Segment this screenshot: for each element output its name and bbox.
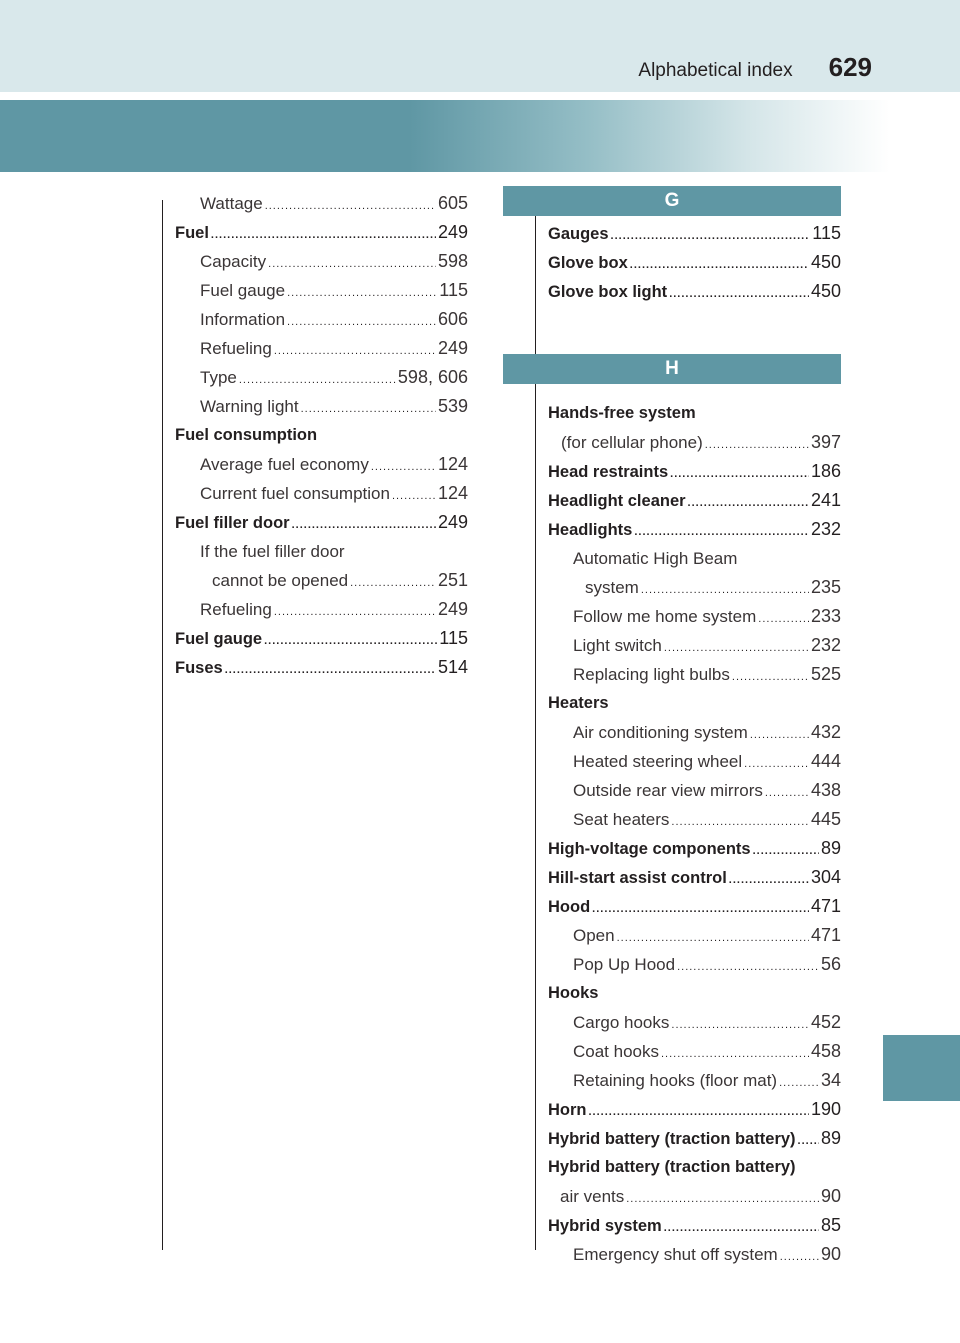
dot-leader: [611, 222, 811, 251]
entry-page-number: 115: [439, 280, 468, 300]
decorative-gradient-band: [0, 100, 890, 172]
entry-page-number: 397: [810, 432, 841, 452]
entry-page-number: 450: [810, 281, 841, 301]
dot-leader: [798, 1127, 819, 1156]
index-subentry: [175, 334, 468, 363]
entry-label: Retaining hooks (floor mat): [573, 1071, 778, 1090]
index-subentry: [548, 660, 841, 689]
entry-page-number: 89: [820, 1128, 841, 1148]
letter-heading-g: G: [503, 186, 841, 216]
section-title: Alphabetical index: [638, 60, 793, 81]
entry-label: Headlight cleaner: [548, 492, 686, 510]
dot-leader: [211, 221, 436, 250]
entry-page-number: 56: [820, 954, 841, 974]
entry-page-number: 452: [810, 1012, 841, 1032]
dot-leader: [292, 511, 436, 540]
entry-label: Coat hooks: [573, 1042, 659, 1061]
entry-page-number: 471: [810, 925, 841, 945]
index-subentry: [175, 305, 468, 334]
entry-label: Automatic High Beam: [573, 549, 738, 568]
dot-leader: [274, 337, 436, 366]
right-index-column: [503, 186, 841, 1269]
entry-page-number: 190: [810, 1099, 841, 1119]
entry-page-number: 432: [810, 722, 841, 742]
entry-label: Heated steering wheel: [573, 752, 743, 771]
entry-page-number: 445: [810, 809, 841, 829]
dot-leader: [732, 663, 809, 692]
entry-label: Glove box: [548, 254, 628, 272]
dot-leader: [371, 453, 436, 482]
letter-heading-h: H: [503, 354, 841, 384]
index-subentry: [548, 747, 841, 776]
entry-label: Gauges: [548, 225, 609, 243]
entry-page-number: 304: [810, 867, 841, 887]
entry-label: Headlights: [548, 521, 633, 539]
dot-leader: [617, 924, 809, 953]
dot-leader: [592, 895, 809, 924]
dot-leader: [765, 779, 809, 808]
entry-label: Horn: [548, 1101, 587, 1119]
entry-label: cannot be opened: [212, 571, 349, 590]
entry-page-number: 124: [437, 483, 468, 503]
entry-page-number: 89: [820, 838, 841, 858]
index-subentry: [548, 718, 841, 747]
index-subentry: [175, 276, 468, 305]
index-subentry: [175, 247, 468, 276]
dot-leader: [670, 460, 809, 489]
dot-leader: [634, 518, 809, 547]
index-subentry: [175, 189, 468, 218]
index-entry: [548, 689, 841, 718]
index-subentry: [175, 537, 468, 566]
entry-page-number: 235: [810, 577, 841, 597]
index-entry: [175, 624, 468, 653]
entry-page-number: 444: [810, 751, 841, 771]
entry-label: Hybrid battery (traction battery): [548, 1158, 796, 1176]
index-subentry: [175, 595, 468, 624]
dot-leader: [744, 750, 809, 779]
entry-page-number: 249: [437, 222, 468, 242]
entry-label: Outside rear view mirrors: [573, 781, 763, 800]
entry-page-number: 606: [437, 309, 468, 329]
entry-page-number: 251: [437, 570, 468, 590]
index-subentry: [548, 631, 841, 660]
dot-leader: [641, 576, 809, 605]
dot-leader: [671, 1011, 809, 1040]
index-entry: [548, 863, 841, 892]
page-header: [638, 52, 872, 83]
index-entry: [175, 653, 468, 682]
index-subentry: [548, 1182, 841, 1211]
entry-page-number: 115: [812, 223, 841, 243]
index-subentry: [548, 1037, 841, 1066]
page-number: 629: [828, 52, 872, 82]
index-subentry: [548, 428, 841, 457]
index-entry: [548, 219, 841, 248]
entry-label: Hybrid system: [548, 1217, 662, 1235]
index-entry: [548, 1211, 841, 1240]
entry-page-number: 598: [437, 251, 468, 271]
dot-leader: [677, 953, 819, 982]
entry-page-number: 514: [437, 657, 468, 677]
entry-label: Fuel: [175, 224, 209, 242]
section-thumb-tab: [883, 1035, 960, 1101]
entry-label: Fuel filler door: [175, 514, 290, 532]
entry-label: Fuses: [175, 659, 223, 677]
entry-page-number: 539: [437, 396, 468, 416]
index-entry: [175, 508, 468, 537]
dot-leader: [301, 395, 436, 424]
index-subentry: [548, 1240, 841, 1269]
dot-leader: [392, 482, 436, 511]
index-entry: [548, 248, 841, 277]
entry-label: Average fuel economy: [200, 455, 369, 474]
entry-label: If the fuel filler door: [200, 542, 345, 561]
entry-page-number: 249: [437, 512, 468, 532]
entry-page-number: 598, 606: [397, 367, 468, 387]
index-entry: [548, 1124, 841, 1153]
index-subentry: [548, 1008, 841, 1037]
index-subentry: [175, 566, 468, 595]
index-subentry: [548, 776, 841, 805]
entry-label: Light switch: [573, 636, 662, 655]
dot-leader: [350, 569, 436, 598]
h-entries: [548, 399, 841, 1269]
dot-leader: [750, 721, 809, 750]
entry-label: Refueling: [200, 339, 272, 358]
dot-leader: [664, 1214, 819, 1243]
dot-leader: [753, 837, 819, 866]
entry-label: Air conditioning system: [573, 723, 748, 742]
dot-leader: [669, 280, 809, 309]
index-entry: [175, 218, 468, 247]
entry-label: Hybrid battery (traction battery): [548, 1130, 796, 1148]
index-subentry: [548, 921, 841, 950]
index-entry: [548, 892, 841, 921]
dot-leader: [268, 250, 436, 279]
dot-leader: [779, 1069, 819, 1098]
entry-label: Hooks: [548, 984, 599, 1002]
dot-leader: [758, 605, 809, 634]
entry-label: Seat heaters: [573, 810, 670, 829]
index-entry: [548, 399, 841, 428]
entry-label: Warning light: [200, 397, 299, 416]
entry-label: Refueling: [200, 600, 272, 619]
entry-page-number: 124: [437, 454, 468, 474]
entry-page-number: 232: [810, 519, 841, 539]
entry-page-number: 249: [437, 599, 468, 619]
dot-leader: [630, 251, 809, 280]
left-column-rule: [162, 200, 163, 1250]
entry-page-number: 90: [820, 1244, 841, 1264]
index-subentry: [548, 573, 841, 602]
entry-page-number: 471: [810, 896, 841, 916]
entry-page-number: 85: [820, 1215, 841, 1235]
entry-page-number: 115: [439, 628, 468, 648]
index-entry: [548, 457, 841, 486]
index-entry: [548, 486, 841, 515]
entry-label: Information: [200, 310, 286, 329]
index-entry: [548, 1153, 841, 1182]
entry-label: High-voltage components: [548, 840, 751, 858]
entry-label: Heaters: [548, 694, 609, 712]
entry-label: system: [585, 578, 639, 597]
index-subentry: [548, 1066, 841, 1095]
entry-label: Hands-free system: [548, 404, 696, 422]
entry-label: Fuel gauge: [175, 630, 263, 648]
entry-label: Head restraints: [548, 463, 669, 481]
dot-leader: [780, 1243, 819, 1272]
dot-leader: [589, 1098, 809, 1127]
entry-label: Fuel gauge: [200, 281, 286, 300]
entry-label: Hill-start assist control: [548, 869, 727, 887]
index-subentry: [548, 602, 841, 631]
entry-page-number: 605: [437, 193, 468, 213]
entry-label: Emergency shut off system: [573, 1245, 778, 1264]
index-entry: [548, 834, 841, 863]
index-entry: [548, 277, 841, 306]
entry-page-number: 249: [437, 338, 468, 358]
entry-page-number: 233: [810, 606, 841, 626]
left-index-column: [175, 189, 468, 682]
entry-label: Hood: [548, 898, 591, 916]
entry-label: Current fuel consumption: [200, 484, 390, 503]
dot-leader: [661, 1040, 809, 1069]
entry-page-number: 90: [820, 1186, 841, 1206]
index-entry: [548, 1095, 841, 1124]
index-subentry: [548, 805, 841, 834]
dot-leader: [671, 808, 809, 837]
entry-page-number: 525: [810, 664, 841, 684]
entry-page-number: 34: [820, 1070, 841, 1090]
entry-label: Type: [200, 368, 237, 387]
entry-label: (for cellular phone): [561, 433, 703, 452]
g-entries: [548, 219, 841, 306]
dot-leader: [729, 866, 809, 895]
index-subentry: [175, 450, 468, 479]
entry-page-number: 186: [810, 461, 841, 481]
dot-leader: [626, 1185, 819, 1214]
entry-label: Open: [573, 926, 615, 945]
index-subentry: [548, 950, 841, 979]
entry-label: Follow me home system: [573, 607, 757, 626]
dot-leader: [265, 192, 436, 221]
entry-label: Capacity: [200, 252, 267, 271]
index-entry: [548, 979, 841, 1008]
dot-leader: [274, 598, 436, 627]
dot-leader: [287, 308, 436, 337]
entry-page-number: 232: [810, 635, 841, 655]
index-entry: [548, 515, 841, 544]
dot-leader: [664, 634, 809, 663]
index-subentry: [548, 544, 841, 573]
entry-label: Cargo hooks: [573, 1013, 670, 1032]
index-subentry: [175, 363, 468, 392]
dot-leader: [688, 489, 809, 518]
entry-page-number: 450: [810, 252, 841, 272]
entry-label: air vents: [560, 1187, 625, 1206]
dot-leader: [705, 431, 809, 460]
entry-page-number: 241: [810, 490, 841, 510]
entry-page-number: 458: [810, 1041, 841, 1061]
entry-label: Pop Up Hood: [573, 955, 676, 974]
entry-label: Replacing light bulbs: [573, 665, 730, 684]
dot-leader: [239, 366, 396, 395]
entry-label: Fuel consumption: [175, 426, 318, 444]
dot-leader: [287, 279, 437, 308]
entry-label: Glove box light: [548, 283, 668, 301]
entry-label: Wattage: [200, 194, 263, 213]
dot-leader: [264, 627, 437, 656]
index-subentry: [175, 479, 468, 508]
index-entry: [175, 421, 468, 450]
index-subentry: [175, 392, 468, 421]
dot-leader: [225, 656, 436, 685]
entry-page-number: 438: [810, 780, 841, 800]
